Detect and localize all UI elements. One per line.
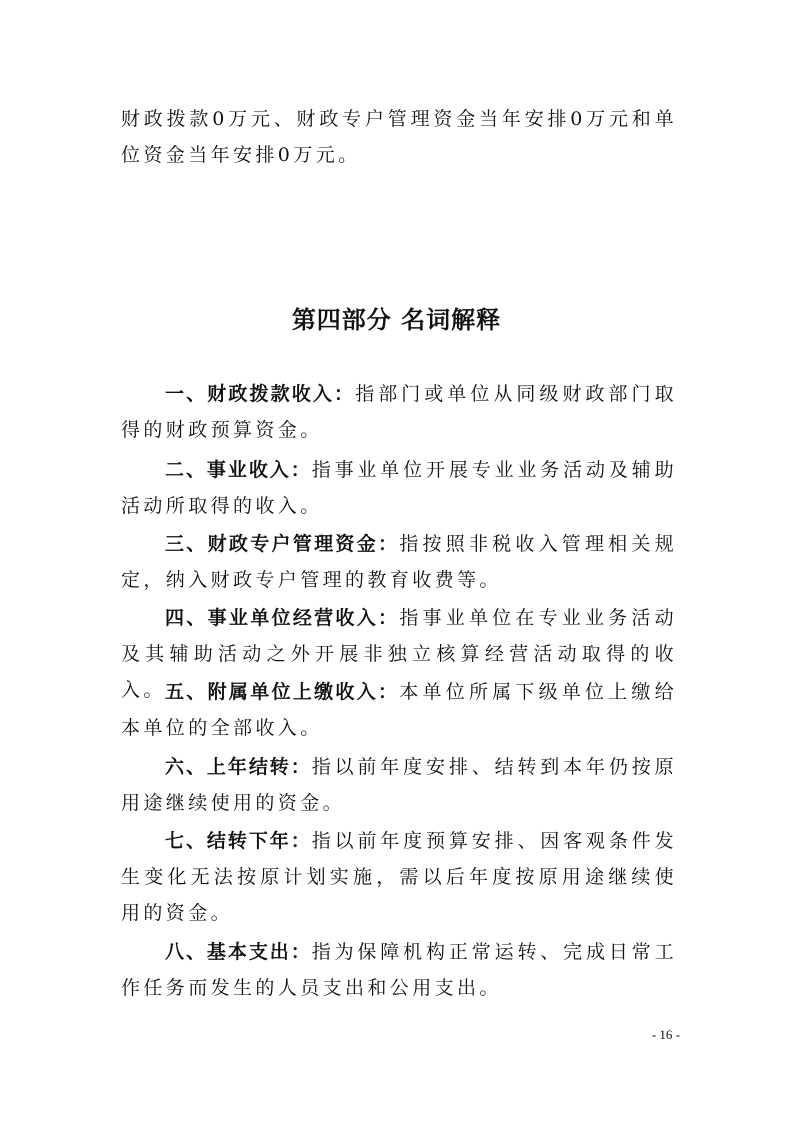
definition-paragraph <box>121 526 677 598</box>
definition-paragraph <box>121 376 677 448</box>
definition-term: 六、上年结转： <box>165 756 312 778</box>
definition-paragraph <box>121 934 677 1006</box>
definition-text: 指按照非税收入管理相关规定，纳入财政专户管理的教育收费等。 <box>121 533 677 591</box>
definition-term: 五、附属单位上缴收入： <box>165 681 400 703</box>
intro-paragraph <box>121 101 677 173</box>
definition-text: 指事业单位在专业业务活动及其辅助活动之外开展非独立核算经营活动取得的收入。 <box>121 607 677 701</box>
definition-term: 二、事业收入： <box>165 459 312 481</box>
definition-term: 四、事业单位经营收入： <box>165 607 400 629</box>
page-number: - 16 - <box>651 1027 680 1042</box>
definition-text: 指以前年度安排、结转到本年仍按原用途继续使用的资金。 <box>121 756 677 814</box>
definition-text: 指为保障机构正常运转、完成日常工作任务而发生的人员支出和公用支出。 <box>121 941 677 999</box>
definition-term: 七、结转下年： <box>165 830 312 852</box>
definition-paragraph <box>121 452 677 524</box>
definition-term: 一、财政拨款收入： <box>165 383 356 405</box>
definition-text: 指部门或单位从同级财政部门取得的财政预算资金。 <box>121 383 677 441</box>
definition-term: 三、财政专户管理资金： <box>165 533 400 555</box>
definition-paragraph <box>121 823 677 931</box>
definition-paragraph <box>121 674 677 746</box>
definition-paragraph <box>121 749 677 821</box>
definition-text: 本单位所属下级单位上缴给本单位的全部收入。 <box>121 681 677 739</box>
definition-text: 指以前年度预算安排、因客观条件发生变化无法按原计划实施，需以后年度按原用途继续使用的资金。 <box>121 830 677 924</box>
intro-text: 财政拨款0万元、财政专户管理资金当年安排0万元和单位资金当年安排0万元。 <box>121 108 677 166</box>
definition-term: 八、基本支出： <box>165 941 312 963</box>
definition-text: 指事业单位开展专业业务活动及辅助活动所取得的收入。 <box>121 459 677 517</box>
section-title: 第四部分 名词解释 <box>291 306 502 334</box>
